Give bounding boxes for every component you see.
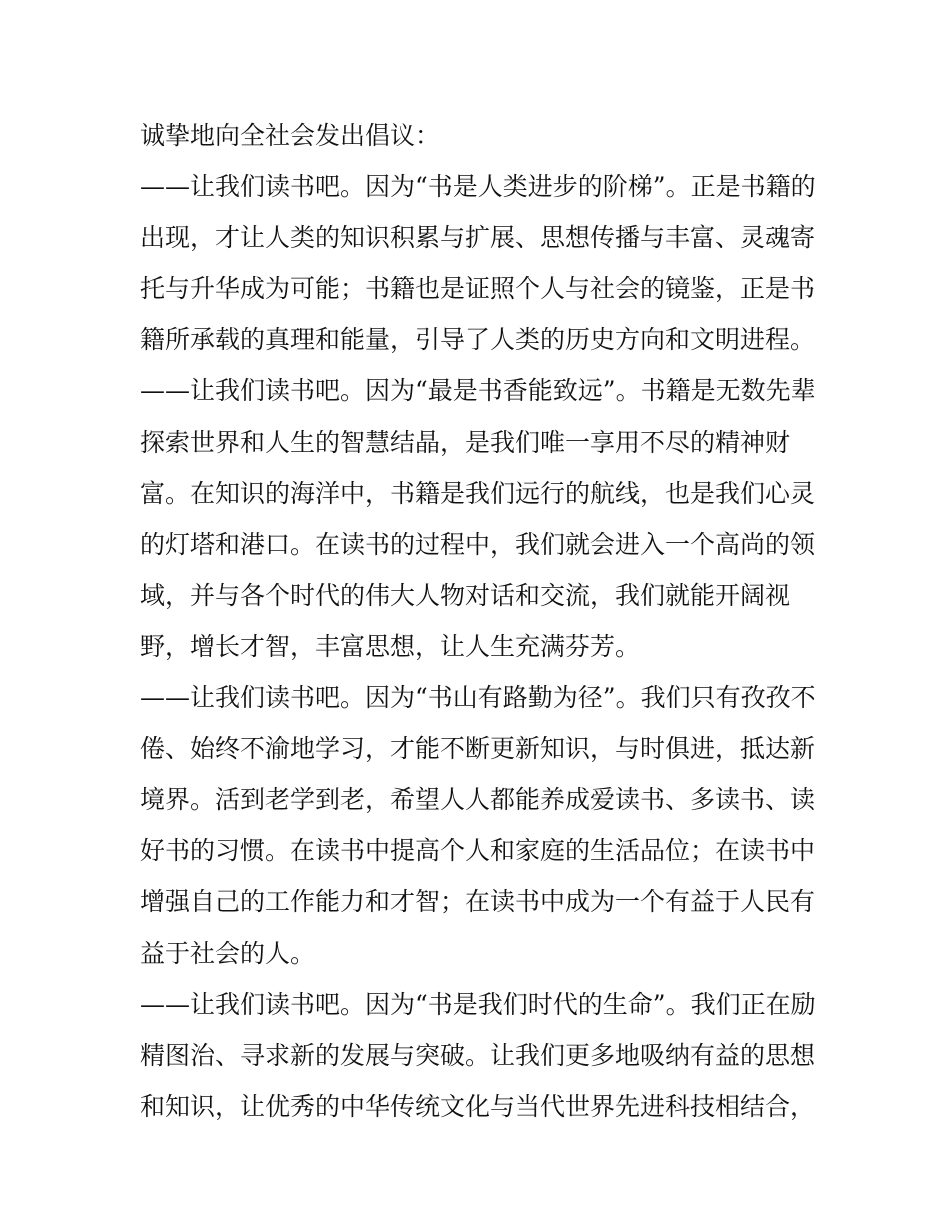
text-line: 籍所承载的真理和能量，引导了人类的历史方向和文明进程。	[140, 325, 816, 355]
text-line: 倦、始终不渝地学习，才能不断更新知识，与时俱进，抵达新	[140, 734, 816, 764]
text-line: 出现，才让人类的知识积累与扩展、思想传播与丰富、灵魂寄	[140, 223, 816, 253]
text-line: 和知识，让优秀的中华传统文化与当代世界先进科技相结合，	[140, 1091, 816, 1121]
text-line: ——让我们读书吧。因为“书是人类进步的阶梯”。正是书籍的	[140, 172, 816, 202]
text-line: 好书的习惯。在读书中提高个人和家庭的生活品位；在读书中	[140, 836, 816, 866]
text-line: 精图治、寻求新的发展与突破。让我们更多地吸纳有益的思想	[140, 1040, 816, 1070]
text-line: 益于社会的人。	[140, 938, 316, 968]
text-line: 诚挚地向全社会发出倡议：	[140, 121, 441, 150]
text-line: ——让我们读书吧。因为“最是书香能致远”。书籍是无数先辈	[140, 376, 816, 406]
text-line: ——让我们读书吧。因为“书山有路勤为径”。我们只有孜孜不	[140, 683, 816, 713]
text-line: 域，并与各个时代的伟大人物对话和交流，我们就能开阔视	[140, 580, 791, 610]
text-line: 境界。活到老学到老，希望人人都能养成爱读书、多读书、读	[140, 785, 816, 815]
text-line: 的灯塔和港口。在读书的过程中，我们就会进入一个高尚的领	[140, 529, 816, 559]
document-body	[140, 110, 820, 1132]
text-line: 探索世界和人生的智慧结晶，是我们唯一享用不尽的精神财	[140, 427, 791, 457]
text-line: ——让我们读书吧。因为“书是我们时代的生命”。我们正在励	[140, 989, 816, 1019]
text-line: 野，增长才智，丰富思想，让人生充满芬芳。	[140, 631, 641, 661]
text-line: 托与升华成为可能；书籍也是证照个人与社会的镜鉴，正是书	[140, 274, 816, 304]
text-line: 富。在知识的海洋中，书籍是我们远行的航线，也是我们心灵	[140, 478, 816, 508]
text-line: 增强自己的工作能力和才智；在读书中成为一个有益于人民有	[140, 887, 816, 917]
